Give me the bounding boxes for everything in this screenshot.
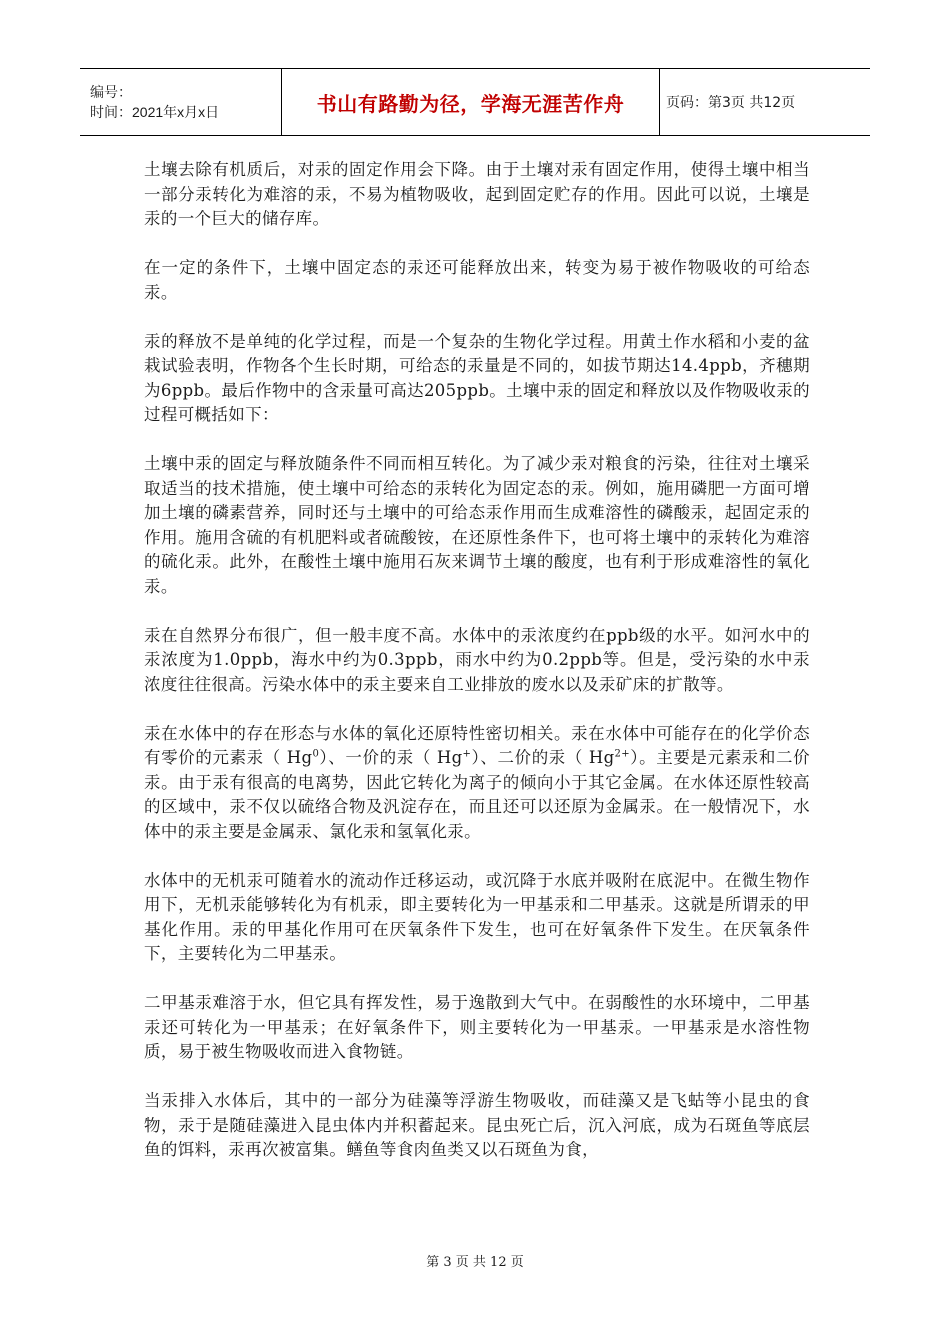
paragraph: 水体中的无机汞可随着水的流动作迁移运动，或沉降于水底并吸附在底泥中。在微生物作用下，无机汞能够转化为有机汞，即主要转化为一甲基汞和二甲基汞。这就是所谓汞的甲基化作用。汞的甲基化作用可在厌氧条件下发生，也可在好氧条件下发生。在厌氧条件下，主要转化为二甲基汞。 bbox=[144, 870, 810, 963]
paragraph: 汞的释放不是单纯的化学过程，而是一个复杂的生物化学过程。用黄土作水稻和小麦的盆栽试验表明，作物各个生长时期，可给态的汞量是不同的，如拔节期达14.4ppb，齐穗期为6ppb。最后作物中的含汞量可高达205ppb。土壤中汞的固定和释放以及作物吸收汞的过程可概括如下： bbox=[144, 331, 810, 424]
page-header bbox=[80, 68, 870, 136]
header-page-number: 页码：第3页 共12页 bbox=[666, 95, 796, 111]
document-date-label: 时间：2021年x月x日 bbox=[90, 104, 220, 120]
paragraph-text: ）。主要是元素汞和二价汞。由于汞有很高的电离势，因此它转化为离子的倾向小于其它金属。在水体还原性较高的区域中，汞不仅以硫络合物及汎淀存在，而且还可以还原为金属汞。在一般情况下，水体中的汞主要是金属汞、氯化汞和氢氧化汞。 bbox=[144, 748, 811, 841]
document-number-label: 编号： bbox=[90, 84, 132, 100]
superscript: 2+ bbox=[614, 748, 630, 760]
header-motto-cell bbox=[282, 69, 660, 135]
paragraph-text: ）、一价的汞（ Hg bbox=[319, 748, 463, 767]
header-page-cell bbox=[660, 69, 870, 135]
paragraph: 当汞排入水体后，其中的一部分为硅藻等浮游生物吸收，而硅藻又是飞蛄等小昆虫的食物，汞于是随硅藻进入昆虫体内并积蓄起来。昆虫死亡后，沉入河底，成为石斑鱼等底层鱼的饵料，汞再次被富集。鳝鱼等食肉鱼类又以石斑鱼为食， bbox=[144, 1091, 810, 1159]
superscript: 0 bbox=[312, 748, 320, 760]
paragraph: 土壤中汞的固定与释放随条件不同而相互转化。为了减少汞对粮食的污染，往往对土壤采取适当的技术措施，使土壤中可给态的汞转化为固定态的汞。例如，施用磷肥一方面可增加土壤的磷素营养，同时还与土壤中的可给态汞作用而生成难溶性的磷酸汞，起固定汞的作用。施用含硫的有机肥料或者硫酸铵，在还原性条件下，也可将土壤中的汞转化为难溶的硫化汞。此外，在酸性土壤中施用石灰来调节土壤的酸度，也有利于形成难溶性的氧化汞。 bbox=[144, 454, 810, 596]
header-info-cell bbox=[80, 69, 282, 135]
paragraph: 土壤去除有机质后，对汞的固定作用会下降。由于土壤对汞有固定作用，使得土壤中相当一部分汞转化为难溶的汞，不易为植物吸收，起到固定贮存的作用。因此可以说，土壤是汞的一个巨大的储存库。 bbox=[144, 160, 810, 228]
paragraph-text: 汞在水体中的存在形态与水体的氧化还原特性密切相关。汞在水体中可能存在的化学价态有零价的元素汞（ Hg bbox=[144, 723, 810, 767]
header-motto: 书山有路勤为径，学海无涯苦作舟 bbox=[316, 91, 625, 116]
paragraph: 在一定的条件下，土壤中固定态的汞还可能释放出来，转变为易于被作物吸收的可给态汞。 bbox=[144, 258, 810, 302]
superscript: + bbox=[462, 748, 472, 760]
paragraph-text: ）、二价的汞（ Hg bbox=[471, 748, 615, 767]
paragraph: 汞在自然界分布很广，但一般丰度不高。水体中的汞浓度约在ppb级的水平。如河水中的汞浓度为1.0ppb，海水中约为0.3ppb，雨水中约为0.2ppb等。但是，受污染的水中汞浓度往往很高。污染水体中的汞主要来自工业排放的废水以及汞矿床的扩散等。 bbox=[144, 625, 810, 694]
paragraph-mercury-valence bbox=[144, 722, 810, 845]
document-body bbox=[144, 158, 810, 1187]
page-footer: 第 3 页 共 12 页 bbox=[426, 1255, 524, 1270]
paragraph: 二甲基汞难溶于水，但它具有挥发性，易于逸散到大气中。在弱酸性的水环境中，二甲基汞还可转化为一甲基汞；在好氧条件下，则主要转化为一甲基汞。一甲基汞是水溶性物质，易于被生物吸收而进入食物链。 bbox=[144, 993, 810, 1061]
